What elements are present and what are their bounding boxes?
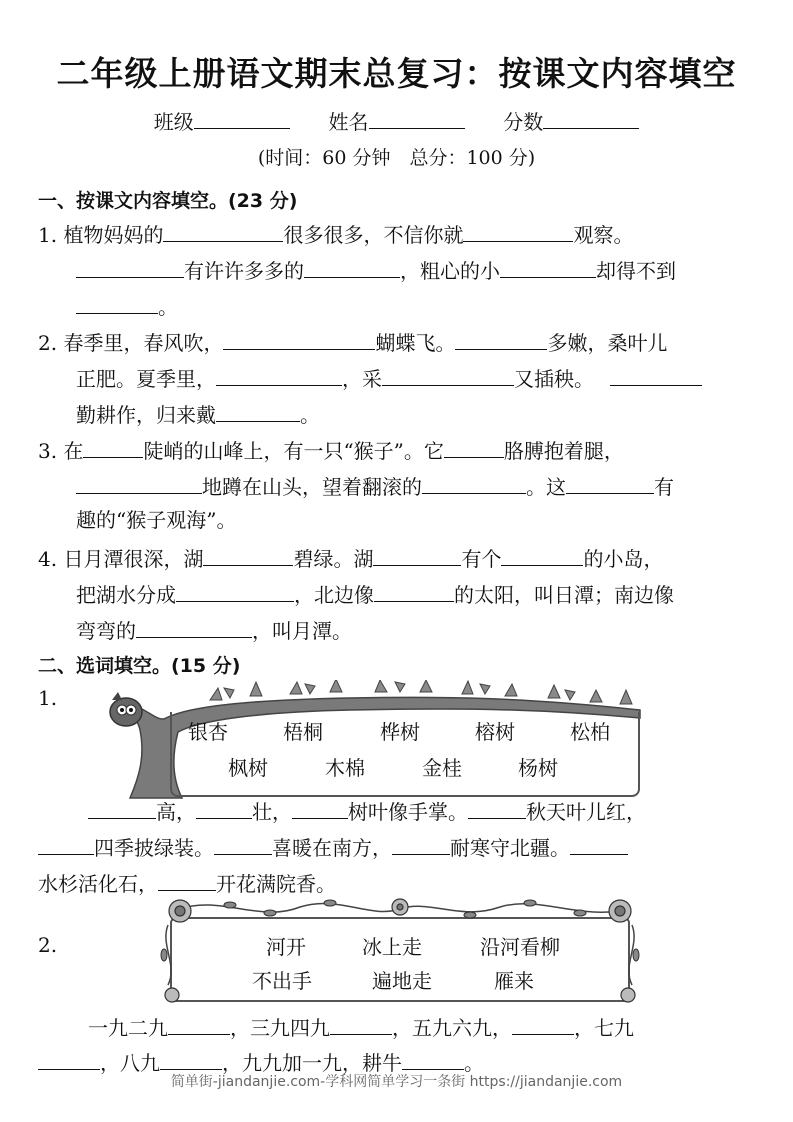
answer-blank[interactable] (468, 799, 526, 819)
part-1-line-3: 水杉活化石， 开花满院香。 (38, 872, 336, 896)
answer-blank[interactable] (76, 258, 184, 278)
answer-blank[interactable] (83, 438, 143, 458)
part-1-line-2: 四季披绿装。 喜暖在南方， 耐寒守北疆。 (38, 835, 628, 858)
answer-blank[interactable] (304, 258, 400, 278)
word-option[interactable]: 银杏 (188, 720, 228, 744)
footer-watermark: 简单街-jiandanjie.com-学科网简单学习一条街 https://jiandanjie.com (170, 1074, 623, 1090)
q4-line-1: 4. 日月潭很深，湖 碧绿。湖 有个 的小岛， (38, 547, 664, 571)
time-score-note: (时间：60 分钟 总分：100 分) (257, 147, 536, 169)
part-1-line-1: 高， 壮， 树叶像手掌。 秋天叶儿红， (88, 799, 646, 822)
word-option[interactable]: 木棉 (325, 756, 365, 780)
word-option[interactable]: 枫树 (228, 756, 268, 780)
answer-blank[interactable] (38, 1050, 100, 1070)
name-blank[interactable] (369, 109, 465, 129)
answer-blank[interactable] (512, 1015, 574, 1035)
answer-blank[interactable] (500, 258, 596, 278)
class-label: 班级 (153, 110, 194, 134)
q1-line-2: 有许许多多的 ，粗心的小 却得不到 (76, 258, 676, 281)
answer-blank[interactable] (214, 835, 272, 855)
student-info-row (0, 106, 793, 135)
answer-blank[interactable] (196, 799, 252, 819)
answer-blank[interactable] (158, 871, 216, 891)
answer-blank[interactable] (203, 546, 293, 566)
answer-blank[interactable] (402, 1050, 464, 1070)
q3-line-3: 趣的“猴子观海”。 (76, 508, 237, 532)
word-option[interactable]: 桦树 (380, 720, 420, 744)
word-option[interactable]: 不出手 (252, 969, 312, 993)
part-2-line-2: ，八九 ，九九加一九，耕牛 。 (38, 1050, 484, 1073)
q2-line-2: 正肥。夏季里， ，采 又插秧。 (76, 366, 702, 389)
answer-blank[interactable] (455, 330, 547, 350)
answer-blank[interactable] (216, 366, 342, 386)
q2-line-1: 2. 春季里，春风吹， 蝴蝶飞。 多嫩，桑叶儿 (38, 331, 668, 355)
answer-blank[interactable] (373, 546, 461, 566)
q4-line-2: 把湖水分成 ，北边像 的太阳，叫日潭；南边像 (76, 583, 674, 607)
answer-blank[interactable] (88, 799, 156, 819)
word-option[interactable]: 杨树 (518, 756, 558, 780)
answer-blank[interactable] (566, 474, 654, 494)
answer-blank[interactable] (136, 618, 252, 638)
class-blank[interactable] (194, 109, 290, 129)
part-2-number: 2. (38, 933, 58, 957)
tree-word-banner (100, 680, 645, 800)
q1-line-3: 。 (76, 294, 178, 317)
q3-line-2: 地蹲在山头，望着翻滚的 。这 有 (76, 474, 674, 497)
q3-line-1: 3. 在 陡峭的山峰上，有一只“猴子”。它 胳膊抱着腿， (38, 439, 624, 463)
q1-line-1: 1. 植物妈妈的 很多很多，不信你就 观察。 (38, 223, 634, 247)
answer-blank[interactable] (501, 546, 583, 566)
section-2-heading: 二、选词填空。(15 分) (38, 655, 241, 677)
word-option[interactable]: 松柏 (570, 720, 610, 744)
answer-blank[interactable] (382, 366, 514, 386)
answer-blank[interactable] (330, 1015, 392, 1035)
answer-blank[interactable] (38, 835, 94, 855)
word-option[interactable]: 沿河看柳 (480, 935, 560, 959)
answer-blank[interactable] (160, 1050, 222, 1070)
part-2-line-1: 一九二九 ，三九四九 ，五九六九， ，七九 (88, 1016, 634, 1040)
answer-blank[interactable] (76, 294, 158, 314)
answer-blank[interactable] (374, 582, 454, 602)
word-option[interactable]: 梧桐 (283, 720, 323, 744)
section-1-heading: 一、按课文内容填空。(23 分) (38, 190, 298, 212)
answer-blank[interactable] (216, 402, 300, 422)
part-1-number: 1. (38, 686, 58, 710)
q4-line-3: 弯弯的 ，叫月潭。 (76, 619, 352, 643)
answer-blank[interactable] (463, 222, 573, 242)
answer-blank[interactable] (176, 582, 294, 602)
word-option[interactable]: 河开 (266, 935, 306, 959)
name-label: 姓名 (328, 110, 369, 134)
word-option[interactable]: 金桂 (422, 756, 462, 780)
word-option[interactable]: 冰上走 (362, 935, 422, 959)
score-blank[interactable] (543, 109, 639, 129)
answer-blank[interactable] (444, 438, 504, 458)
flower-word-banner (160, 895, 640, 1007)
answer-blank[interactable] (570, 835, 628, 855)
answer-blank[interactable] (422, 474, 526, 494)
answer-blank[interactable] (163, 222, 283, 242)
page-title: 二年级上册语文期末总复习：按课文内容填空 (56, 54, 737, 93)
answer-blank[interactable] (168, 1015, 230, 1035)
q2-line-3: 勤耕作，归来戴 。 (76, 403, 320, 427)
word-option[interactable]: 榕树 (475, 720, 515, 744)
answer-blank[interactable] (292, 799, 348, 819)
word-option[interactable]: 遍地走 (372, 969, 432, 993)
word-option[interactable]: 雁来 (494, 969, 534, 993)
answer-blank[interactable] (76, 474, 202, 494)
answer-blank[interactable] (610, 366, 702, 386)
score-label: 分数 (503, 110, 544, 134)
answer-blank[interactable] (392, 835, 450, 855)
answer-blank[interactable] (223, 330, 375, 350)
